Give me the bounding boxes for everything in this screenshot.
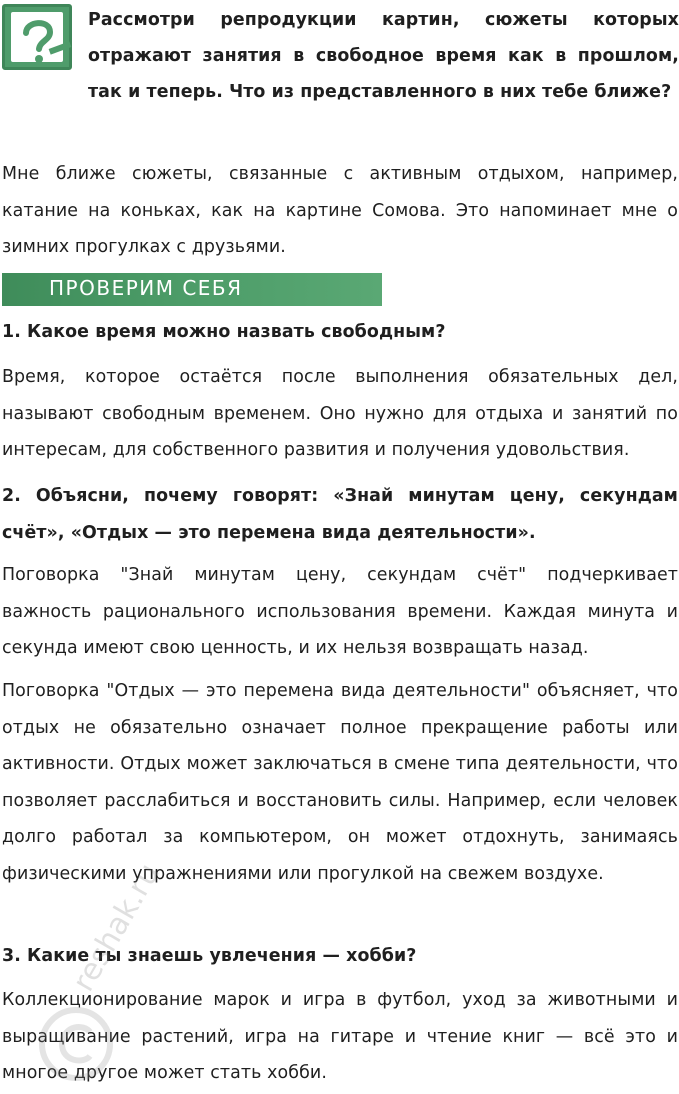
intro-answer: Мне ближе сюжеты, связанные с активным отдыхом, например, катание на коньках, как на картине Сомова. Это напоминает мне о зимних прогулках с друзьями. bbox=[2, 164, 678, 257]
banner-label: ПРОВЕРИМ СЕБЯ bbox=[49, 276, 243, 300]
answer-2-part-2: Поговорка "Отдых — это перемена вида деятельности" объясняет, что отдых не обязательно означает полное прекращение работы или активности. Отдых может заключаться в смене типа деятельности, что позволяет расслабиться и восстановить силы. Например, если человек долго работал за компьютером, он может отдохнуть, занимаясь физическими упражнениями или прогулкой на свежем воздухе. bbox=[2, 681, 678, 884]
question-1-heading: 1. Какое время можно назвать свободным? bbox=[2, 322, 446, 342]
answer-2-part-1: Поговорка "Знай минутам цену, секундам счёт" подчеркивает важность рационального использования времени. Каждая минута и секунда имеют свою ценность, и их нельзя возвращать назад. bbox=[2, 565, 678, 658]
question-2-heading: 2. Объясни, почему говорят: «Знай минутам цену, секундам счёт», «Отдых — это перемена вида деятельности». bbox=[2, 486, 678, 543]
check-yourself-banner bbox=[2, 273, 382, 306]
intro-question: Рассмотри репродукции картин, сюжеты которых отражают занятия в свободное время как в прошлом, так и теперь. Что из представленного в них тебе ближе? bbox=[88, 10, 679, 102]
watermark-text: reshak.ru bbox=[66, 857, 168, 998]
answer-1: Время, которое остаётся после выполнения обязательных дел, называют свободным временем. Оно нужно для отдыха и занятий по интересам, для собственного развития и получения удовольствия. bbox=[2, 367, 678, 460]
answer-3: Коллекционирование марок и игра в футбол, уход за животными и выращивание растений, игра на гитаре и чтение книг — всё это и многое другое может стать хобби. bbox=[2, 990, 678, 1083]
question-3-heading: 3. Какие ты знаешь увлечения — хобби? bbox=[2, 946, 417, 966]
